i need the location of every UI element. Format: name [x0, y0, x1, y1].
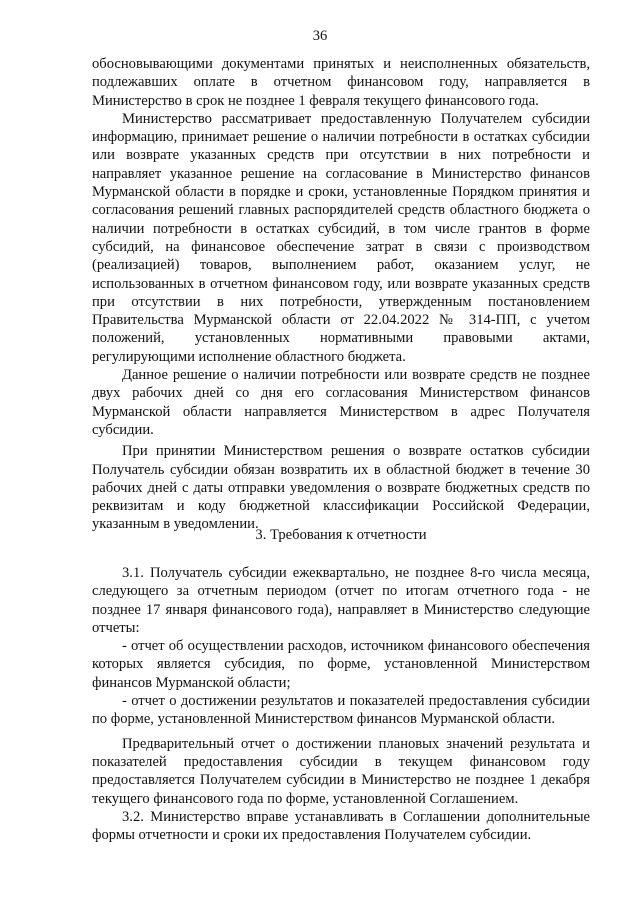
body-text-top — [92, 55, 590, 534]
paragraph: Данное решение о наличии потребности или возврате средств не позднее двух рабочих дней со дня его согласования Министерством финансов Мурманской области направляется Министерством в адрес Получателя субсидии. — [92, 367, 590, 438]
paragraph: 3.2. Министерство вправе устанавливать в Соглашении дополнительные формы отчетности и сроки их предоставления Получателем субсидии. — [92, 808, 590, 844]
list-item: - отчет о достижении результатов и показателей предоставления субсидии по форме, установленной Министерством финансов Мурманской области. — [92, 693, 590, 728]
section-heading: 3. Требования к отчетности — [255, 527, 427, 543]
paragraph: При принятии Министерством решения о возврате остатков субсидии Получатель субсидии обязан возвратить их в областной бюджет в течение 30 рабочих дней с даты отправки уведомления о возврате бюджетных средств по реквизитам и коду бюджетной классификации Российской Федерации, указанным в уведомлении. — [92, 443, 590, 533]
body-text-bottom — [92, 564, 590, 844]
paragraph: Предварительный отчет о достижении плановых значений результата и показателей предоставления субсидии в текущем финансовом году предоставляется Получателем субсидии в Министерство не позднее 1 декабря текущего финансового года по форме, установленной Соглашением. — [92, 735, 590, 807]
paragraph: Министерство рассматривает предоставленную Получателем субсидии информацию, принимает решение о наличии потребности в остатках субсидии или возврате указанных средств при отсутствии в них потребности и направляет указанное решение на согласование в Министерство финансов Мурманской области в порядке и сроки, установленные Порядком принятия и согласования решений главных распорядителей средств областного бюджета о наличии потребности в остатках субсидий, в том числе грантов в форме субсидий, на финансовое обеспечение затрат в связи с производством (реализацией) товаров, выполнением работ, оказанием услуг, не использованных в отчетном финансовом году, или возврате указанных средств при отсутствии в них потребности, утвержденным постановлением Правительства Мурманской области от 22.04.2022 № 314-ПП, с учетом положений, установленных нормативными правовыми актами, регулирующими исполнение областного бюджета. — [92, 110, 590, 365]
page-number: 36 — [312, 28, 328, 44]
list-item: - отчет об осуществлении расходов, источником финансового обеспечения которых является субсидия, по форме, установленной Министерством финансов Мурманской области; — [92, 638, 590, 691]
paragraph: 3.1. Получатель субсидии ежеквартально, не позднее 8-го числа месяца, следующего за отчетным периодом (отчет по итогам отчетного года - не позднее 17 января финансового года), направляет в Министерство следующие отчеты: — [92, 565, 590, 636]
paragraph: обосновывающими документами принятых и неисполненных обязательств, подлежавших оплате в отчетном финансовом году, направляется в Министерство в срок не позднее 1 февраля текущего финансового года. — [92, 56, 590, 109]
